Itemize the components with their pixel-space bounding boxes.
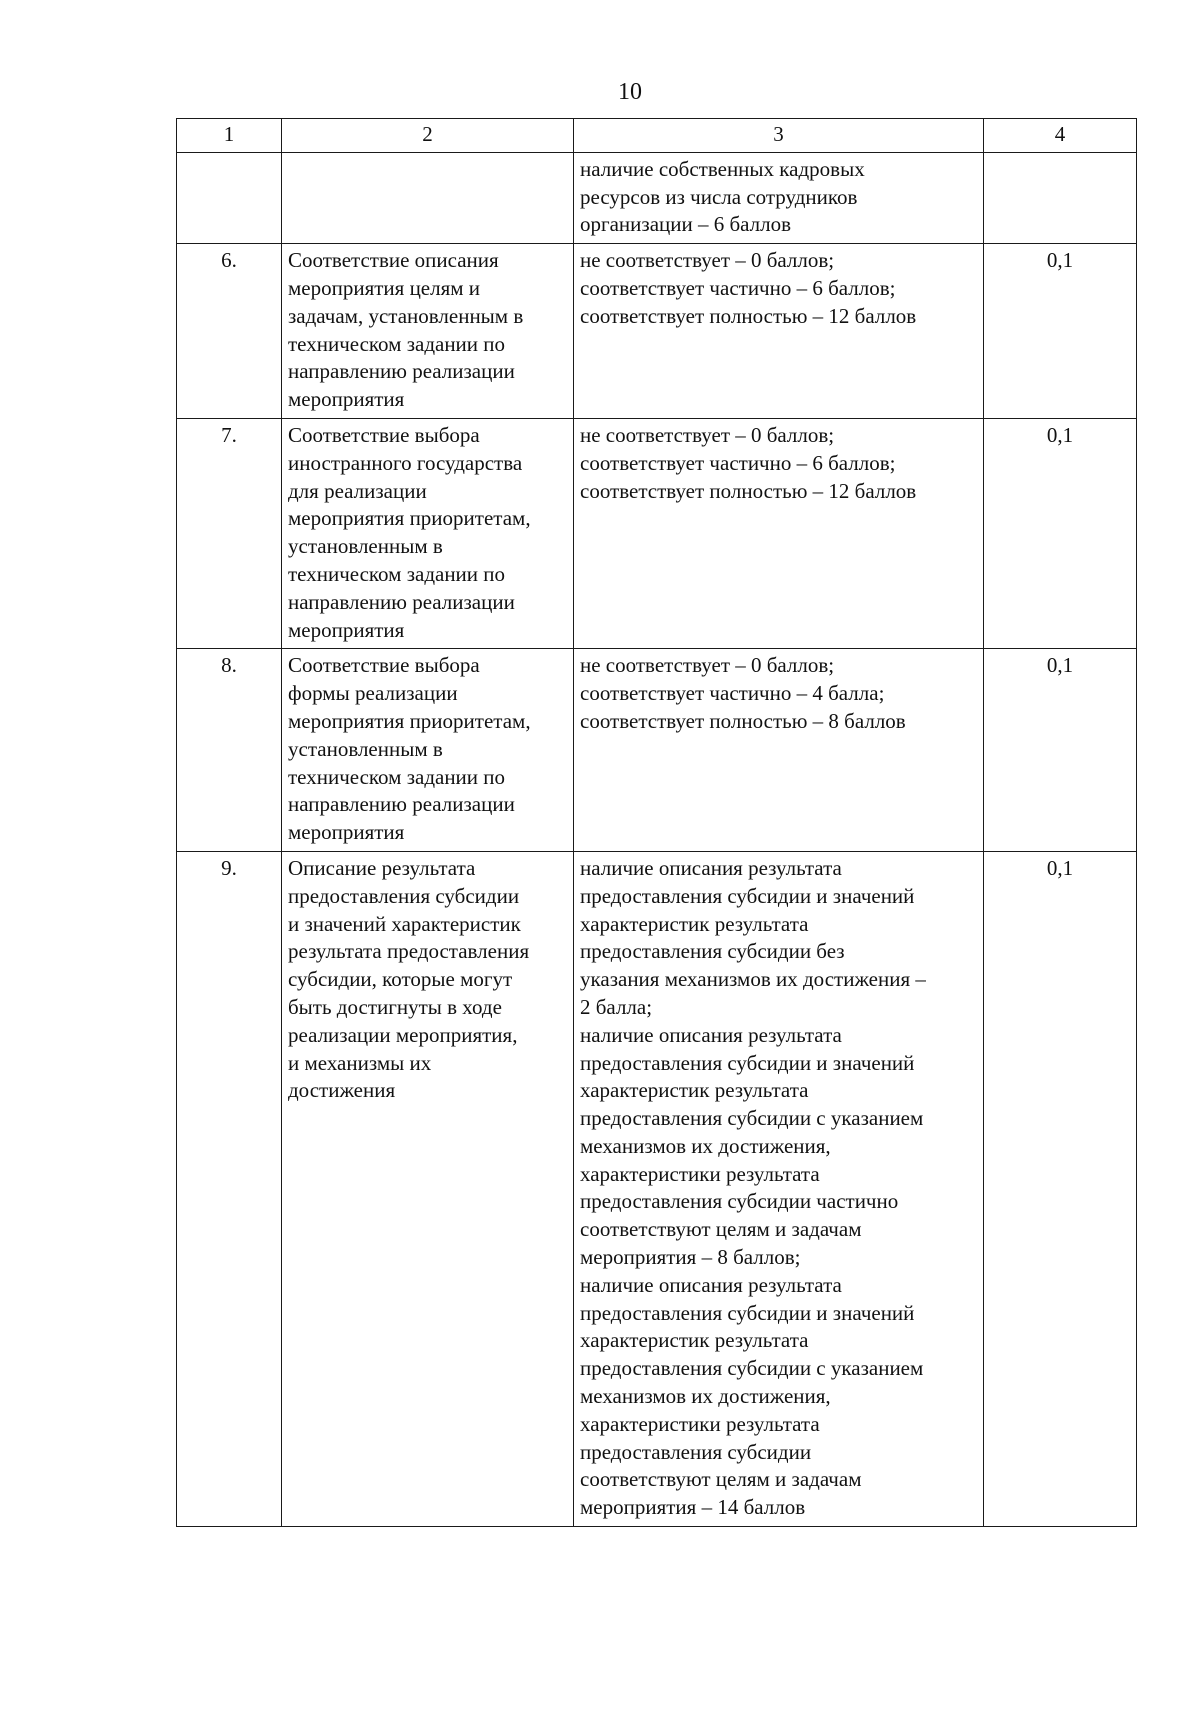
weight-coefficient: 0,1: [984, 244, 1137, 419]
table-row: [177, 244, 1137, 419]
column-number-4: 4: [984, 119, 1137, 153]
table-row: [177, 649, 1137, 852]
weight-coefficient: [984, 152, 1137, 243]
column-number-2: 2: [282, 119, 574, 153]
criterion-name: [282, 152, 574, 243]
scoring-scale: наличие описания результата предоставления субсидии и значений характеристик результата предоставления субсидии без указания механизмов их достижения – 2 балла; наличие описания результата предоставления субсидии и значений характеристик результата предоставления субсидии с указанием механизмов их достижения, характеристики результата предоставления субсидии частично соответствуют целям и задачам мероприятия – 8 баллов; наличие описания результата предоставления субсидии и значений характеристик результата предоставления субсидии с указанием механизмов их достижения, характеристики результата предоставления субсидии соответствуют целям и задачам мероприятия – 14 баллов: [574, 851, 984, 1526]
scoring-scale: не соответствует – 0 баллов; соответствует частично – 4 балла; соответствует полностью – 8 баллов: [574, 649, 984, 852]
weight-coefficient: 0,1: [984, 418, 1137, 648]
criterion-name: Описание результата предоставления субсидии и значений характеристик результата предоставления субсидии, которые могут быть достигнуты в ходе реализации мероприятия, и механизмы их достижения: [282, 851, 574, 1526]
table-header-row: [177, 119, 1137, 153]
column-number-3: 3: [574, 119, 984, 153]
criterion-name: Соответствие выбора иностранного государства для реализации мероприятия приоритетам, установленным в техническом задании по направлению реализации мероприятия: [282, 418, 574, 648]
weight-coefficient: 0,1: [984, 649, 1137, 852]
table-row: [177, 152, 1137, 243]
table-row: [177, 418, 1137, 648]
scoring-scale: не соответствует – 0 баллов; соответствует частично – 6 баллов; соответствует полностью – 12 баллов: [574, 418, 984, 648]
column-number-1: 1: [177, 119, 282, 153]
row-number: 8.: [177, 649, 282, 852]
criterion-name: Соответствие выбора формы реализации мероприятия приоритетам, установленным в техническом задании по направлению реализации мероприятия: [282, 649, 574, 852]
page-number: 10: [618, 79, 642, 105]
table-row: [177, 851, 1137, 1526]
scoring-scale: не соответствует – 0 баллов; соответствует частично – 6 баллов; соответствует полностью – 12 баллов: [574, 244, 984, 419]
row-number: 9.: [177, 851, 282, 1526]
row-number: [177, 152, 282, 243]
scoring-scale: наличие собственных кадровых ресурсов из числа сотрудников организации – 6 баллов: [574, 152, 984, 243]
criteria-table: [176, 118, 1137, 1527]
criterion-name: Соответствие описания мероприятия целям и задачам, установленным в техническом задании по направлению реализации мероприятия: [282, 244, 574, 419]
weight-coefficient: 0,1: [984, 851, 1137, 1526]
row-number: 7.: [177, 418, 282, 648]
row-number: 6.: [177, 244, 282, 419]
